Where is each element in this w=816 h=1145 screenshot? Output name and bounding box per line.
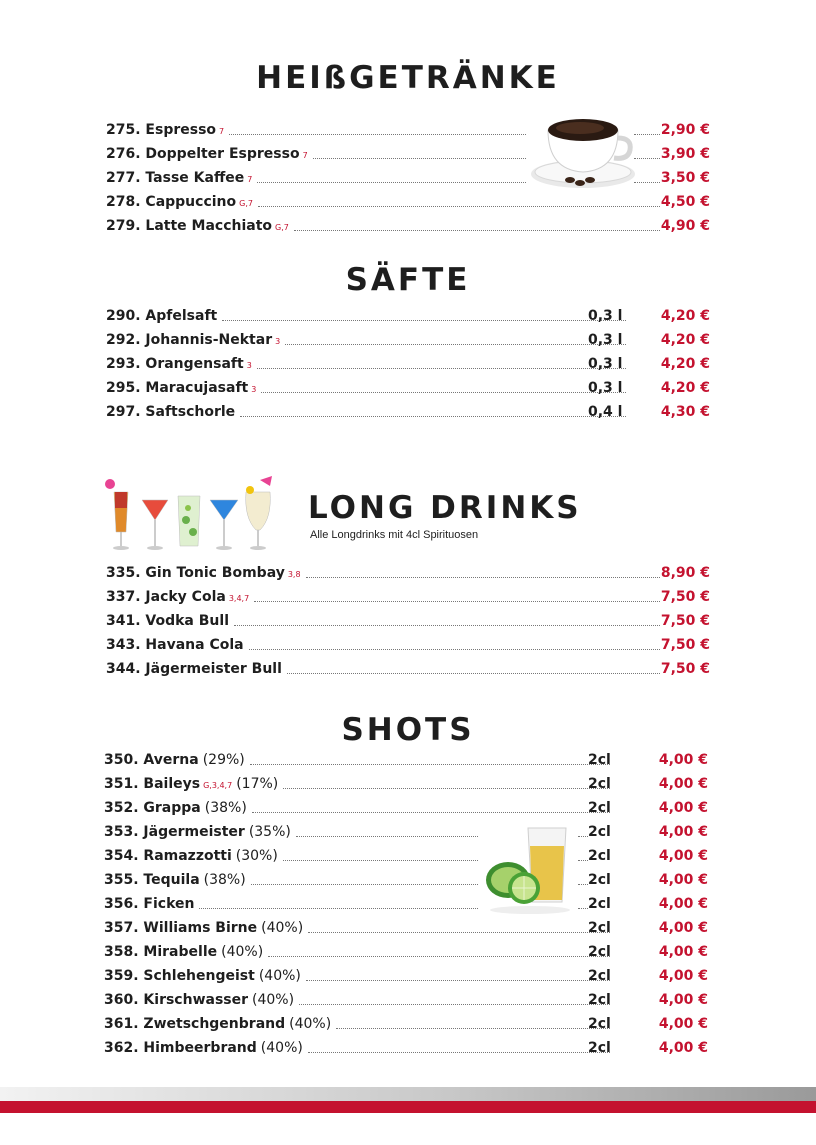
menu-item [104, 750, 610, 770]
item-price: 4,20 € [660, 308, 710, 324]
item-additives: G,3,4,7 [203, 781, 233, 790]
item-alcohol-percent: (40%) [252, 992, 295, 1008]
item-additives: 3 [251, 385, 257, 394]
item-price-cell [638, 822, 708, 842]
item-additives: G,7 [239, 199, 253, 208]
dot-leader [308, 1052, 610, 1053]
item-price-cell [640, 168, 710, 188]
item-additives: 7 [247, 175, 253, 184]
item-volume-cell [588, 918, 611, 938]
menu-item [106, 144, 526, 164]
item-price-cell [640, 306, 710, 326]
item-volume: 2cl [588, 800, 611, 816]
item-name: 297. Saftschorle [106, 404, 236, 420]
item-name: 356. Ficken [104, 896, 195, 912]
item-name: 355. Tequila [104, 872, 200, 888]
item-volume-cell [588, 942, 611, 962]
item-name: 279. Latte Macchiato [106, 218, 273, 234]
item-price-cell [638, 966, 708, 986]
item-additives: 3,4,7 [228, 594, 250, 603]
menu-item [106, 330, 626, 350]
item-volume-cell [588, 354, 622, 374]
item-price-cell [638, 774, 708, 794]
item-name: 341. Vodka Bull [106, 613, 229, 629]
item-price-cell [638, 846, 708, 866]
item-volume: 2cl [588, 920, 611, 936]
item-price: 7,50 € [660, 589, 710, 605]
item-price-cell [640, 216, 710, 236]
dot-leader [261, 392, 626, 393]
menu-item [104, 1038, 610, 1058]
dot-leader [308, 932, 610, 933]
menu-item [104, 966, 610, 986]
dot-leader [229, 134, 526, 135]
item-volume: 2cl [588, 872, 611, 888]
item-price: 3,50 € [660, 170, 710, 186]
item-name: 353. Jägermeister [104, 824, 245, 840]
dot-leader [336, 1028, 610, 1029]
section-title-shots: SHOTS [341, 712, 475, 748]
item-volume: 2cl [588, 848, 611, 864]
item-volume-cell [588, 750, 611, 770]
dot-leader [199, 908, 478, 909]
item-name: 358. Mirabelle [104, 944, 218, 960]
dot-leader-segment [578, 822, 588, 842]
item-volume: 2cl [588, 824, 611, 840]
menu-item [106, 587, 660, 607]
item-price: 4,20 € [660, 332, 710, 348]
item-alcohol-percent: (40%) [258, 968, 301, 984]
item-volume-cell [588, 402, 622, 422]
item-volume-cell [588, 798, 611, 818]
item-name: 350. Averna [104, 752, 199, 768]
long-drinks-subtitle: Alle Longdrinks mit 4cl Spirituosen [310, 529, 479, 541]
item-price-cell [640, 120, 710, 140]
item-price: 4,00 € [658, 920, 708, 936]
item-price: 4,00 € [658, 848, 708, 864]
item-additives: G,7 [275, 223, 289, 232]
menu-item [104, 870, 478, 890]
item-volume: 0,3 l [588, 380, 623, 396]
menu-item [104, 990, 610, 1010]
item-name: 293. Orangensaft [106, 356, 244, 372]
dot-leader [287, 673, 660, 674]
menu-item [104, 822, 478, 842]
item-price: 4,00 € [658, 824, 708, 840]
item-volume-cell [588, 966, 611, 986]
dot-leader [258, 206, 660, 207]
menu-item [106, 216, 660, 236]
menu-item [106, 611, 660, 631]
item-price-cell [640, 144, 710, 164]
item-price: 2,90 € [660, 122, 710, 138]
menu-item [106, 192, 660, 212]
dot-leader [234, 625, 660, 626]
dot-leader-segment [578, 870, 588, 890]
item-additives: 3 [246, 361, 252, 370]
menu-item [106, 354, 626, 374]
dot-leader [257, 182, 526, 183]
menu-item [104, 894, 478, 914]
menu-item [104, 798, 610, 818]
cocktails-image [100, 470, 286, 554]
dot-leader [306, 577, 660, 578]
menu-item [106, 563, 660, 583]
item-name: 276. Doppelter Espresso [106, 146, 300, 162]
menu-item [104, 846, 478, 866]
item-volume-cell [588, 894, 611, 914]
item-additives: 7 [219, 127, 225, 136]
item-name: 344. Jägermeister Bull [106, 661, 282, 677]
item-price: 4,90 € [660, 218, 710, 234]
section-title-juices: SÄFTE [345, 262, 471, 298]
item-price-cell [638, 798, 708, 818]
item-alcohol-percent: (40%) [289, 1016, 332, 1032]
item-name: 351. Baileys [104, 776, 201, 792]
item-additives: 3 [275, 337, 281, 346]
item-price: 4,00 € [658, 992, 708, 1008]
item-volume: 0,3 l [588, 356, 623, 372]
item-alcohol-percent: (17%) [236, 776, 279, 792]
item-name: 352. Grappa [104, 800, 201, 816]
item-price: 4,00 € [658, 872, 708, 888]
item-price: 4,00 € [658, 944, 708, 960]
menu-item [106, 168, 526, 188]
item-price: 4,00 € [658, 1016, 708, 1032]
item-name: 335. Gin Tonic Bombay [106, 565, 285, 581]
item-price-cell [640, 563, 710, 583]
menu-item [106, 402, 626, 422]
menu-item [104, 918, 610, 938]
dot-leader [294, 230, 660, 231]
item-price: 3,90 € [660, 146, 710, 162]
item-volume-cell [588, 1014, 611, 1034]
item-price: 7,50 € [660, 661, 710, 677]
dot-leader [252, 812, 610, 813]
item-volume-cell [588, 870, 611, 890]
item-name: 359. Schlehengeist [104, 968, 255, 984]
item-name: 295. Maracujasaft [106, 380, 249, 396]
item-price: 4,00 € [658, 896, 708, 912]
item-alcohol-percent: (40%) [221, 944, 264, 960]
item-price-cell [638, 942, 708, 962]
item-name: 360. Kirschwasser [104, 992, 249, 1008]
item-volume: 2cl [588, 944, 611, 960]
menu-item [106, 120, 526, 140]
item-price-cell [640, 330, 710, 350]
item-price-cell [640, 378, 710, 398]
item-price: 4,20 € [660, 380, 710, 396]
item-volume: 0,4 l [588, 404, 623, 420]
item-volume: 2cl [588, 776, 611, 792]
item-name: 354. Ramazzotti [104, 848, 232, 864]
item-price-cell [638, 1014, 708, 1034]
dot-leader [306, 980, 610, 981]
item-price: 7,50 € [660, 613, 710, 629]
item-price-cell [640, 611, 710, 631]
item-price-cell [638, 1038, 708, 1058]
item-volume: 0,3 l [588, 332, 623, 348]
item-volume: 0,3 l [588, 308, 623, 324]
item-volume: 2cl [588, 1016, 611, 1032]
item-price: 4,20 € [660, 356, 710, 372]
item-volume: 2cl [588, 1040, 611, 1056]
menu-item [104, 1014, 610, 1034]
item-price-cell [638, 990, 708, 1010]
item-volume-cell [588, 1038, 611, 1058]
item-volume: 2cl [588, 968, 611, 984]
dot-leader [313, 158, 526, 159]
item-price: 4,00 € [658, 776, 708, 792]
item-price-cell [640, 635, 710, 655]
item-volume-cell [588, 990, 611, 1010]
item-price-cell [638, 894, 708, 914]
item-price: 8,90 € [660, 565, 710, 581]
menu-item [106, 306, 626, 326]
item-name: 337. Jacky Cola [106, 589, 226, 605]
section-title-hot-drinks: HEIßGETRÄNKE [256, 60, 560, 96]
menu-item [106, 659, 660, 679]
item-name: 290. Apfelsaft [106, 308, 218, 324]
item-name: 278. Cappuccino [106, 194, 237, 210]
item-volume-cell [588, 774, 611, 794]
item-price: 4,30 € [660, 404, 710, 420]
dot-leader [254, 601, 660, 602]
item-price: 4,00 € [658, 968, 708, 984]
dot-leader [222, 320, 626, 321]
item-volume-cell [588, 378, 622, 398]
dot-leader-segment [578, 894, 588, 914]
footer-grey-band [0, 1087, 816, 1101]
item-volume-cell [588, 306, 622, 326]
dot-leader [250, 764, 610, 765]
item-name: 343. Havana Cola [106, 637, 244, 653]
dot-leader [299, 1004, 610, 1005]
item-alcohol-percent: (40%) [260, 1040, 303, 1056]
item-volume-cell [588, 822, 611, 842]
shot-glass-lime-image [484, 824, 576, 916]
item-price: 4,00 € [658, 752, 708, 768]
dot-leader [240, 416, 626, 417]
item-volume: 2cl [588, 752, 611, 768]
coffee-cup-image [528, 112, 636, 194]
menu-item [106, 378, 626, 398]
item-alcohol-percent: (38%) [204, 800, 247, 816]
item-volume: 2cl [588, 992, 611, 1008]
menu-item [106, 635, 660, 655]
item-price: 4,00 € [658, 800, 708, 816]
dot-leader [296, 836, 478, 837]
item-price-cell [640, 659, 710, 679]
item-price: 4,50 € [660, 194, 710, 210]
dot-leader [283, 860, 478, 861]
dot-leader [285, 344, 626, 345]
dot-leader [283, 788, 610, 789]
dot-leader [257, 368, 626, 369]
dot-leader [268, 956, 610, 957]
item-additives: 3,8 [287, 570, 301, 579]
item-volume-cell [588, 330, 622, 350]
item-alcohol-percent: (38%) [203, 872, 246, 888]
item-alcohol-percent: (35%) [248, 824, 291, 840]
item-name: 362. Himbeerbrand [104, 1040, 257, 1056]
item-name: 357. Williams Birne [104, 920, 258, 936]
item-additives: 7 [302, 151, 308, 160]
section-title-long-drinks: LONG DRINKS [308, 490, 582, 526]
item-price-cell [640, 354, 710, 374]
item-name: 361. Zwetschgenbrand [104, 1016, 286, 1032]
item-name: 277. Tasse Kaffee [106, 170, 245, 186]
item-price: 4,00 € [658, 1040, 708, 1056]
item-price: 7,50 € [660, 637, 710, 653]
item-price-cell [640, 192, 710, 212]
dot-leader-segment [578, 846, 588, 866]
item-alcohol-percent: (40%) [261, 920, 304, 936]
item-price-cell [638, 750, 708, 770]
item-price-cell [640, 402, 710, 422]
item-name: 275. Espresso [106, 122, 217, 138]
item-volume: 2cl [588, 896, 611, 912]
item-price-cell [638, 918, 708, 938]
item-price-cell [638, 870, 708, 890]
item-volume-cell [588, 846, 611, 866]
menu-item [104, 774, 610, 794]
footer-red-band [0, 1101, 816, 1113]
menu-item [104, 942, 610, 962]
item-alcohol-percent: (30%) [235, 848, 278, 864]
item-alcohol-percent: (29%) [202, 752, 245, 768]
dot-leader [251, 884, 478, 885]
item-price-cell [640, 587, 710, 607]
dot-leader [249, 649, 660, 650]
item-name: 292. Johannis-Nektar [106, 332, 273, 348]
